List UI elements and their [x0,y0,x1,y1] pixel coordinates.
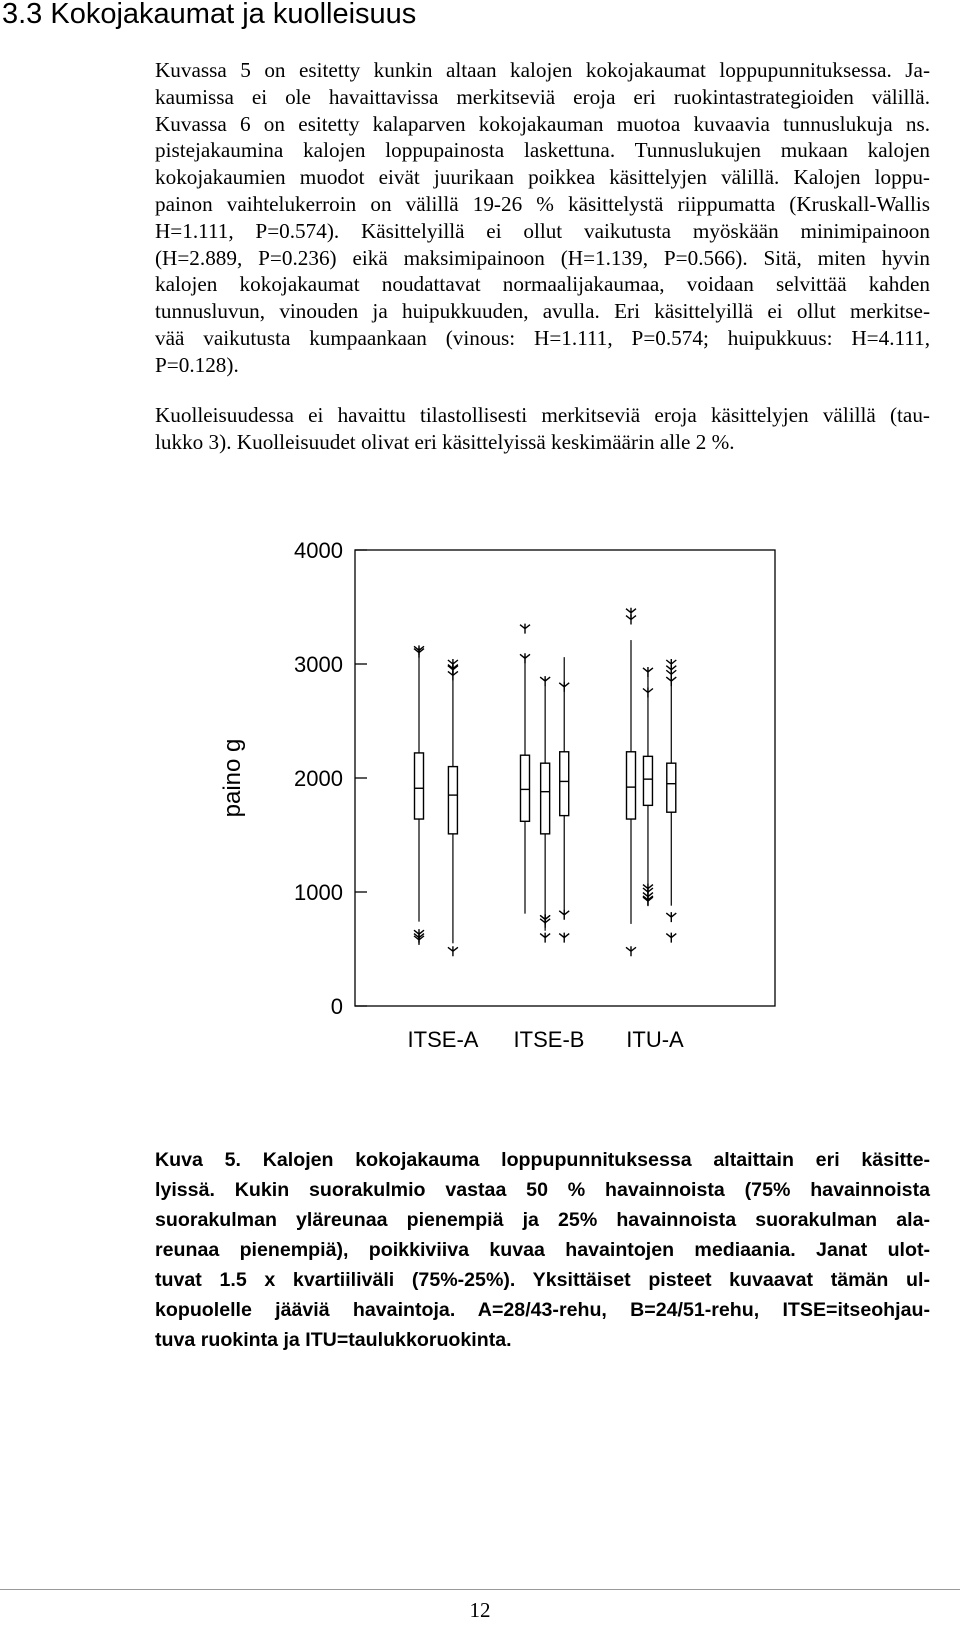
figure-caption [155,1145,930,1355]
text-line: P=0.128). [155,352,239,377]
y-tick-label: 1000 [294,880,343,905]
box-group [448,659,458,956]
footer-divider [0,1589,960,1590]
outlier-point [414,935,424,945]
y-tick-label: 3000 [294,652,343,677]
caption-line: kopuolelle jääviä havaintoja. A=28/43-rehu, B=24/51-rehu, ITSE=itseohjau- [155,1299,930,1321]
text-line: tunnusluvun, vinouden ja huipukkuuden, avulla. Eri käsittelyillä ei ollut merkitse- [155,299,930,324]
box-group [643,667,653,906]
box-group [559,657,569,942]
iqr-box [521,755,530,821]
text-line: kalojen kokojakaumat noudattavat normaalijakaumaa, voidaan selvittää kahden [155,272,930,297]
iqr-box [667,763,676,812]
outlier-point [643,688,653,698]
outlier-point [626,946,636,956]
x-category-label: ITSE-A [407,1027,479,1052]
text-line: kaumissa ei ole havaittavissa merkitseviä eroja eri ruokintastrategioiden välillä. [155,84,930,109]
caption-line: reunaa pienempiä), poikkiviiva kuvaa havaintojen mediaania. Janat ulot- [155,1239,930,1261]
outlier-point [448,946,458,956]
outlier-point [666,912,676,922]
caption-line: lyissä. Kukin suorakulmio vastaa 50 % havainnoista (75% havainnoista [155,1179,930,1201]
x-category-label: ITU-A [626,1027,684,1052]
caption-line: tuva ruokinta ja ITU=taulukkoruokinta. [155,1329,512,1351]
outlier-point [540,933,550,943]
x-category-label: ITSE-B [513,1027,585,1052]
box-group [520,624,530,914]
box-group [540,676,550,943]
text-line: kokojakaumien muodot eivät juurikaan poikkea käsittelyjen välillä. Kalojen loppu- [155,165,930,190]
outlier-point [559,933,569,943]
caption-line: suorakulman yläreunaa pienempiä ja 25% havainnoista suorakulman ala- [155,1209,930,1231]
outlier-point [559,910,569,920]
page-number: 12 [469,1598,491,1622]
outlier-point [666,933,676,943]
text-line: pistejakaumina kalojen loppupainosta laskettuna. Tunnuslukujen mukaan kalojen [155,138,930,163]
iqr-box [415,753,424,819]
caption-line: tuvat 1.5 x kvartiiliväli (75%-25%). Yksittäiset pisteet kuvaavat tämän ul- [155,1269,930,1291]
outlier-point [520,624,530,634]
iqr-box [643,756,652,805]
outlier-point [666,676,676,686]
section-heading: 3.3 Kokojakaumat ja kuolleisuus [2,0,417,30]
text-line: Kuolleisuudessa ei havaittu tilastollisesti merkitseviä eroja käsittelyjen välillä (tau- [155,403,930,427]
outlier-point [540,676,550,686]
text-line: painon vaihtelukerroin on välillä 19-26 % käsittelystä riippumatta (Kruskall-Wallis [155,191,930,216]
y-tick-label: 0 [330,994,343,1019]
text-line: lukko 3). Kuolleisuudet olivat eri käsittelyissä keskimäärin alle 2 %. [155,429,735,454]
box-group [414,645,424,945]
outlier-point [559,682,569,692]
outlier-point [643,667,653,677]
outlier-point [520,653,530,663]
outlier-point [643,896,653,906]
box-group [626,608,636,957]
iqr-box [448,767,457,834]
box-group [666,659,676,943]
text-line: Kuvassa 6 on esitetty kalaparven kokojakauman muotoa kuvaavia tunnuslukuja ns. [155,111,930,136]
y-axis-label: paino g [219,738,246,818]
text-line: H=1.111, P=0.574). Käsittelyillä ei ollut vaikutusta myöskään minimipainoon [155,218,930,243]
iqr-box [541,763,550,834]
y-tick-label: 4000 [294,538,343,563]
y-tick-label: 2000 [294,766,343,791]
iqr-box [560,752,569,816]
outlier-point [448,670,458,680]
iqr-box [627,752,636,819]
text-line: (H=2.889, P=0.236) eikä maksimipainoon (H=1.139, P=0.566). Sitä, miten hyvin [155,245,930,270]
caption-line: Kuva 5. Kalojen kokojakauma loppupunnituksessa altaittain eri käsitte- [155,1149,930,1171]
text-line: Kuvassa 5 on esitetty kunkin altaan kalojen kokojakaumat loppupunnituksessa. Ja- [155,58,930,82]
text-line: vää vaikutusta kumpaankaan (vinous: H=1.111, P=0.574; huipukkuus: H=4.111, [155,325,930,350]
